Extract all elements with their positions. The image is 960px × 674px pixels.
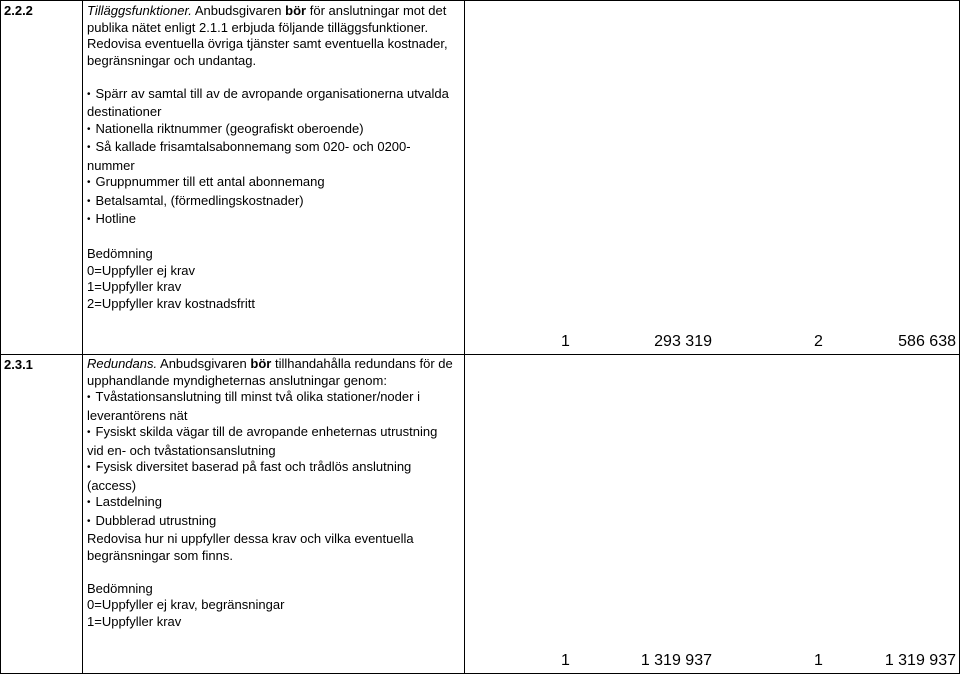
table-row-divider — [0, 354, 960, 355]
list-item: • Tvåstationsanslutning till minst två olika stationer/noder i leverantörens nät — [87, 389, 432, 424]
assessment-level: 0=Uppfyller ej krav, begränsningar — [87, 597, 285, 612]
requirement-cell — [87, 3, 457, 312]
price-total: 293 319 — [654, 333, 712, 350]
list-item: • Betalsamtal, (förmedlingskostnader) — [87, 193, 457, 212]
list-item: • Gruppnummer till ett antal abonnemang — [87, 174, 457, 193]
table-border-top — [0, 0, 960, 1]
list-item: • Fysisk diversitet baserad på fast och trådlös anslutning (access) — [87, 459, 417, 494]
price-total: 586 638 — [898, 333, 956, 350]
section-number: 2.2.2 — [4, 3, 33, 18]
requirement-intro: Redundans. Anbudsgivaren bör tillhandahålla redundans för de upphandlande myndigheternas anslutningar genom: — [87, 356, 453, 388]
requirement-note: Redovisa eventuella övriga tjänster samt eventuella kostnader, begränsningar och undantag. — [87, 36, 448, 68]
list-item: • Lastdelning — [87, 494, 457, 513]
assessment-level: 0=Uppfyller ej krav — [87, 262, 196, 278]
list-item: • Spärr av samtal till av de avropande organisationerna utvalda destinationer — [87, 86, 457, 121]
assessment-title: Bedömning — [87, 246, 153, 261]
price-quantity: 1 — [814, 652, 823, 669]
price-total: 1 319 937 — [884, 652, 956, 669]
requirement-intro: Tilläggsfunktioner. Anbudsgivaren bör för anslutningar mot det publika nätet enligt 2.1.1 erbjuda följande tilläggsfunktioner. — [87, 3, 447, 35]
price-quantity: 1 — [561, 333, 570, 350]
section-number: 2.3.1 — [4, 357, 33, 372]
requirement-heading: Redundans. — [87, 356, 158, 371]
price-quantity: 2 — [814, 333, 823, 350]
list-item: • Dubblerad utrustning — [87, 513, 457, 532]
requirement-closing: Redovisa hur ni uppfyller dessa krav och vilka eventuella begränsningar som finns. — [87, 531, 414, 563]
table-border-left — [0, 0, 1, 674]
assessment-level: 1=Uppfyller krav — [87, 279, 182, 294]
price-total: 1 319 937 — [640, 652, 712, 669]
requirement-heading: Tilläggsfunktioner. — [87, 3, 192, 18]
assessment-level: 1=Uppfyller krav — [87, 613, 182, 629]
list-item: • Så kallade frisamtalsabonnemang som 020- och 0200-nummer — [87, 139, 417, 174]
assessment-level: 2=Uppfyller krav kostnadsfritt — [87, 295, 255, 311]
table-column-divider — [464, 0, 465, 674]
table-column-divider — [82, 0, 83, 674]
list-item: • Hotline — [87, 211, 457, 230]
list-item: • Fysiskt skilda vägar till de avropande enheternas utrustning vid en- och tvåstationsanslutning — [87, 424, 447, 459]
assessment-title: Bedömning — [87, 580, 153, 596]
list-item: • Nationella riktnummer (geografiskt oberoende) — [87, 121, 457, 140]
requirement-cell — [87, 356, 457, 630]
price-quantity: 1 — [561, 652, 570, 669]
